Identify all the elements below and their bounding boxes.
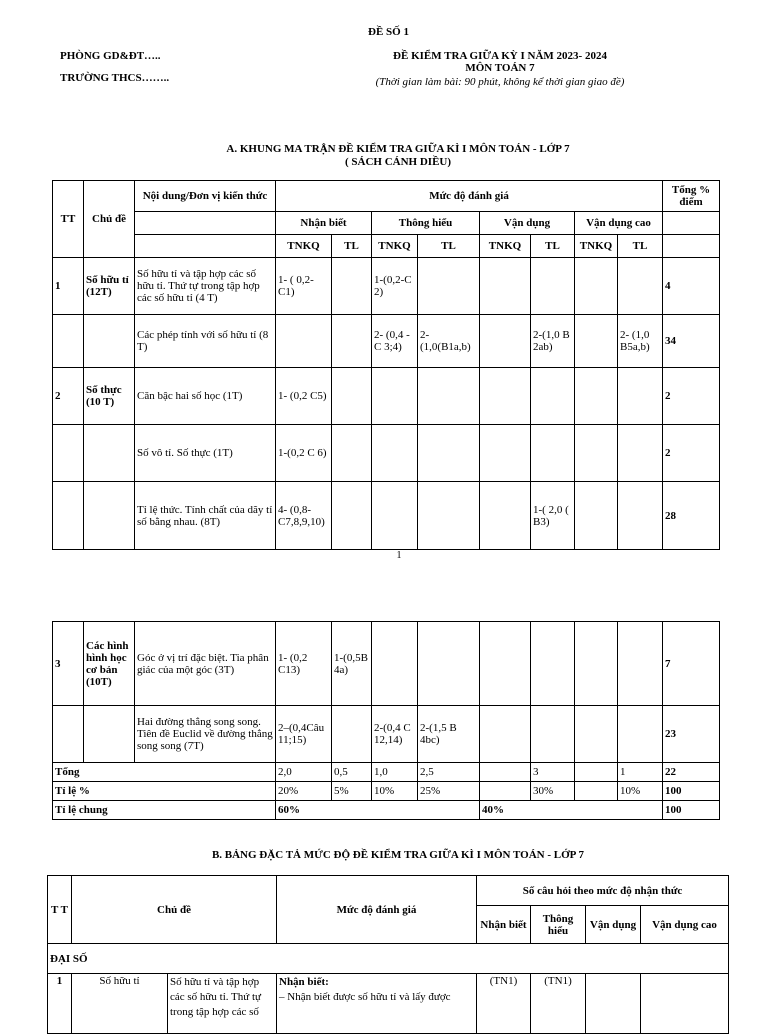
spec-row-topic: Số hữu tỉ bbox=[72, 974, 168, 1034]
row-cell bbox=[618, 368, 663, 425]
header-content: Nội dung/Đơn vị kiến thức bbox=[135, 181, 276, 212]
row-tt: 3 bbox=[53, 622, 84, 706]
total-cell bbox=[575, 763, 618, 782]
row-cell bbox=[480, 368, 531, 425]
general-right: 40% bbox=[480, 801, 663, 820]
row-cell bbox=[531, 622, 575, 706]
row-topic: Các hình hình học cơ bản (10T) bbox=[84, 622, 135, 706]
general-sum: 100 bbox=[663, 801, 720, 820]
pct-label: Tỉ lệ % bbox=[53, 782, 276, 801]
row-cell bbox=[575, 258, 618, 315]
row-cell bbox=[575, 622, 618, 706]
row-total: 23 bbox=[663, 706, 720, 763]
spec-sub-header: Vận dụng bbox=[586, 906, 641, 944]
pct-cell: 30% bbox=[531, 782, 575, 801]
spec-row-content: Số hữu tỉ và tập hợp các số hữu tỉ. Thứ tự trong tập hợp các số bbox=[168, 974, 277, 1034]
header-tt: TT bbox=[53, 181, 84, 258]
row-cell bbox=[276, 315, 332, 368]
total-cell bbox=[480, 763, 531, 782]
row-content: Tỉ lệ thức. Tính chất của dãy tỉ số bằng nhau. (8T) bbox=[135, 482, 276, 550]
subject: MÔN TOÁN 7 bbox=[465, 62, 535, 74]
total-cell: 1 bbox=[618, 763, 663, 782]
row-cell bbox=[618, 258, 663, 315]
level-understand: Thông hiểu bbox=[372, 212, 480, 235]
row-cell: 1- (0,2 C5) bbox=[276, 368, 332, 425]
row-cell bbox=[332, 315, 372, 368]
row-content: Số vô tỉ. Số thực (1T) bbox=[135, 425, 276, 482]
row-cell: 2- (1,0 B5a,b) bbox=[618, 315, 663, 368]
row-cell bbox=[531, 368, 575, 425]
row-content: Số hữu tỉ và tập hợp các số hữu tỉ. Thứ tự trong tập hợp các số hữu tỉ (4 T) bbox=[135, 258, 276, 315]
matrix-table bbox=[52, 180, 720, 550]
pct-cell bbox=[575, 782, 618, 801]
row-cell bbox=[418, 425, 480, 482]
matrix-row bbox=[53, 425, 720, 482]
empty-cell bbox=[135, 212, 276, 235]
row-total: 34 bbox=[663, 315, 720, 368]
row-total: 2 bbox=[663, 368, 720, 425]
row-topic bbox=[84, 706, 135, 763]
header-total-pct: Tổng % điểm bbox=[663, 181, 720, 212]
general-label: Tỉ lệ chung bbox=[53, 801, 276, 820]
row-topic: Số hữu tỉ (12T) bbox=[84, 258, 135, 315]
row-cell bbox=[418, 368, 480, 425]
row-content: Hai đường thẳng song song. Tiên đề Euclid về đường thẳng song song (7T) bbox=[135, 706, 276, 763]
row-total: 28 bbox=[663, 482, 720, 550]
row-cell bbox=[618, 622, 663, 706]
row-cell bbox=[332, 482, 372, 550]
row-tt bbox=[53, 425, 84, 482]
row-total: 2 bbox=[663, 425, 720, 482]
spec-level-text: – Nhận biết được số hữu tỉ và lấy được bbox=[279, 991, 451, 1003]
row-cell: 4- (0,8- C7,8,9,10) bbox=[276, 482, 332, 550]
spec-header-count: Số câu hỏi theo mức độ nhận thức bbox=[477, 876, 729, 906]
row-cell bbox=[575, 706, 618, 763]
spec-header-tt: T T bbox=[48, 876, 72, 944]
total-cell: 1,0 bbox=[372, 763, 418, 782]
row-cell bbox=[531, 425, 575, 482]
matrix-rows bbox=[53, 258, 720, 550]
row-cell: 1-( 2,0 ( B3) bbox=[531, 482, 575, 550]
matrix-table-continued bbox=[52, 621, 720, 820]
row-cell bbox=[575, 425, 618, 482]
row-cell: 2–(0,4Câu 11;15) bbox=[276, 706, 332, 763]
matrix-row bbox=[53, 258, 720, 315]
empty-cell bbox=[663, 235, 720, 258]
spec-sub-header: Vận dụng cao bbox=[641, 906, 729, 944]
row-cell bbox=[332, 706, 372, 763]
row-cell bbox=[418, 482, 480, 550]
spec-header-topic: Chủ đề bbox=[72, 876, 277, 944]
section-a-subtitle: ( SÁCH CÁNH DIỀU) bbox=[344, 156, 452, 168]
row-cell bbox=[372, 482, 418, 550]
row-cell bbox=[372, 368, 418, 425]
section-b-title: B. BẢNG ĐẶC TẢ MỨC ĐỘ ĐỀ KIỂM TRA GIỮA KÌ I MÔN TOÁN - LỚP 7 bbox=[211, 849, 585, 861]
row-cell bbox=[575, 315, 618, 368]
row-cell bbox=[531, 706, 575, 763]
matrix-row bbox=[53, 706, 720, 763]
total-cell: 2,0 bbox=[276, 763, 332, 782]
header-level: Mức độ đánh giá bbox=[276, 181, 663, 212]
spec-row-recognize: (TN1) bbox=[477, 974, 531, 1034]
pct-cell: 5% bbox=[332, 782, 372, 801]
pct-cell: 10% bbox=[372, 782, 418, 801]
row-content: Góc ở vị trí đặc biệt. Tia phân giác của một góc (3T) bbox=[135, 622, 276, 706]
row-topic bbox=[84, 315, 135, 368]
level-apply: Vận dụng bbox=[480, 212, 575, 235]
exam-title: ĐỀ KIỂM TRA GIỮA KỲ I NĂM 2023- 2024 bbox=[393, 50, 607, 62]
pct-cell: 25% bbox=[418, 782, 480, 801]
row-cell: 2- (1,0(B1a,b) bbox=[418, 315, 480, 368]
row-cell bbox=[372, 425, 418, 482]
row-tt bbox=[53, 482, 84, 550]
row-topic bbox=[84, 425, 135, 482]
sub-header: TL bbox=[332, 235, 372, 258]
row-cell bbox=[418, 258, 480, 315]
row-cell bbox=[332, 258, 372, 315]
school-name: TRƯỜNG THCS…….. bbox=[60, 72, 170, 84]
row-cell bbox=[618, 482, 663, 550]
row-cell bbox=[480, 425, 531, 482]
row-cell: 1- ( 0,2- C1) bbox=[276, 258, 332, 315]
row-cell: 2-(1,0 B 2ab) bbox=[531, 315, 575, 368]
row-cell bbox=[480, 258, 531, 315]
spec-row-apply-high bbox=[641, 974, 729, 1034]
pct-cell: 10% bbox=[618, 782, 663, 801]
row-cell bbox=[531, 258, 575, 315]
pct-cell: 20% bbox=[276, 782, 332, 801]
row-tt bbox=[53, 706, 84, 763]
time-note: (Thời gian làm bài: 90 phút, không kể thời gian giao đề) bbox=[375, 76, 625, 88]
row-topic: Số thực (10 T) bbox=[84, 368, 135, 425]
row-total: 4 bbox=[663, 258, 720, 315]
spec-sub-header: Nhận biết bbox=[477, 906, 531, 944]
row-topic bbox=[84, 482, 135, 550]
row-cell: 1- (0,2 C13) bbox=[276, 622, 332, 706]
matrix-row bbox=[53, 482, 720, 550]
matrix-row bbox=[53, 315, 720, 368]
row-cell: 1-(0,2-C 2) bbox=[372, 258, 418, 315]
empty-cell bbox=[135, 235, 276, 258]
sub-header: TL bbox=[418, 235, 480, 258]
exam-number: ĐỀ SỐ 1 bbox=[368, 26, 409, 38]
row-cell bbox=[332, 425, 372, 482]
level-recognize: Nhận biết bbox=[276, 212, 372, 235]
pct-sum: 100 bbox=[663, 782, 720, 801]
row-content: Các phép tính với số hữu tỉ (8 T) bbox=[135, 315, 276, 368]
row-total: 7 bbox=[663, 622, 720, 706]
spec-row-apply bbox=[586, 974, 641, 1034]
total-cell: 0,5 bbox=[332, 763, 372, 782]
matrix-row bbox=[53, 622, 720, 706]
row-cell bbox=[575, 482, 618, 550]
total-sum: 22 bbox=[663, 763, 720, 782]
row-cell: 2- (0,4 - C 3;4) bbox=[372, 315, 418, 368]
row-content: Căn bậc hai số học (1T) bbox=[135, 368, 276, 425]
header-topic: Chủ đề bbox=[84, 181, 135, 258]
sub-header: TL bbox=[618, 235, 663, 258]
matrix-row bbox=[53, 368, 720, 425]
spec-level-title: Nhận biết: bbox=[279, 976, 329, 988]
row-cell bbox=[575, 368, 618, 425]
row-tt bbox=[53, 315, 84, 368]
algebra-heading: ĐẠI SỐ bbox=[48, 944, 729, 974]
row-tt: 2 bbox=[53, 368, 84, 425]
sub-header: TNKQ bbox=[372, 235, 418, 258]
spec-header-level: Mức độ đánh giá bbox=[277, 876, 477, 944]
row-cell bbox=[480, 622, 531, 706]
general-left: 60% bbox=[276, 801, 480, 820]
spec-row-level bbox=[277, 974, 477, 1034]
section-a-title: A. KHUNG MA TRẬN ĐỀ KIỂM TRA GIỮA KÌ I MÔN TOÁN - LỚP 7 bbox=[226, 143, 570, 155]
row-cell bbox=[480, 482, 531, 550]
pct-cell bbox=[480, 782, 531, 801]
row-cell bbox=[618, 425, 663, 482]
row-cell: 1-(0,2 C 6) bbox=[276, 425, 332, 482]
level-apply-high: Vận dụng cao bbox=[575, 212, 663, 235]
row-cell bbox=[372, 622, 418, 706]
total-cell: 2,5 bbox=[418, 763, 480, 782]
row-cell bbox=[618, 706, 663, 763]
empty-cell bbox=[663, 212, 720, 235]
spec-sub-header: Thông hiểu bbox=[531, 906, 586, 944]
spec-table bbox=[47, 875, 729, 1034]
sub-header: TL bbox=[531, 235, 575, 258]
row-cell: 2-(0,4 C 12,14) bbox=[372, 706, 418, 763]
row-tt: 1 bbox=[53, 258, 84, 315]
sub-header: TNKQ bbox=[575, 235, 618, 258]
sub-header: TNKQ bbox=[276, 235, 332, 258]
row-cell: 2-(1,5 B 4bc) bbox=[418, 706, 480, 763]
row-cell bbox=[480, 706, 531, 763]
row-cell bbox=[418, 622, 480, 706]
page-number: 1 bbox=[396, 550, 402, 561]
total-label: Tổng bbox=[53, 763, 276, 782]
row-cell bbox=[480, 315, 531, 368]
spec-row-tt: 1 bbox=[48, 974, 72, 1034]
total-cell: 3 bbox=[531, 763, 575, 782]
row-cell bbox=[332, 368, 372, 425]
row-cell: 1-(0,5B 4a) bbox=[332, 622, 372, 706]
department: PHÒNG GD&ĐT….. bbox=[60, 50, 161, 62]
sub-header: TNKQ bbox=[480, 235, 531, 258]
spec-row-understand: (TN1) bbox=[531, 974, 586, 1034]
